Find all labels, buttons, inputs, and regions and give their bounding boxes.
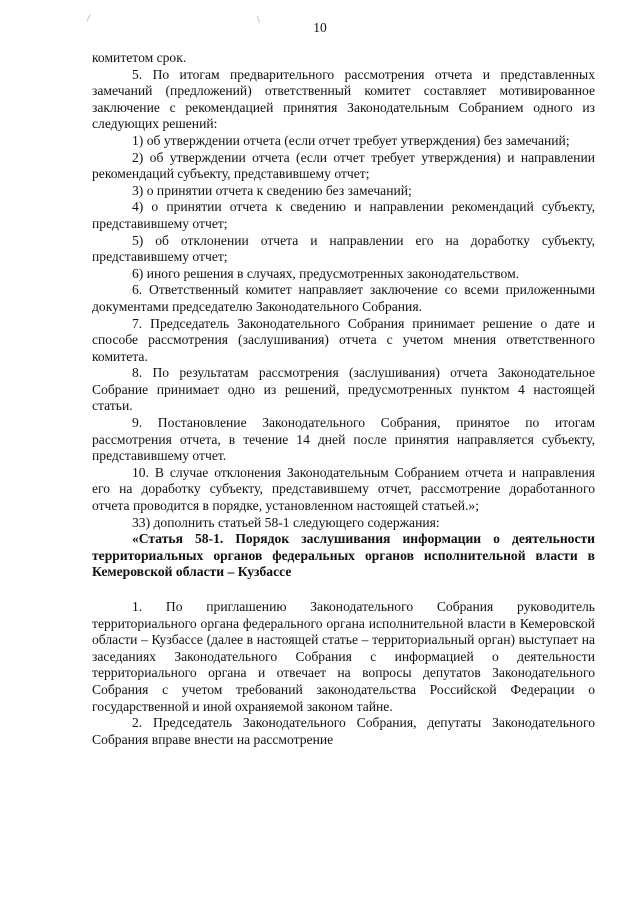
paragraph-subitem-3: 3) о принятии отчета к сведению без замечаний; [132, 182, 412, 198]
paragraph-subitem-2: 2) об утверждении отчета (если отчет требует утверждения) и направлении рекомендаций субъекту, представившему отчет; [92, 149, 595, 182]
paragraph-item-8: 8. По результатам рассмотрения (заслушивания) отчета Законодательное Собрание принимает одно из решений, предусмотренных пунктом 4 настоящей статьи. [92, 365, 595, 414]
paragraph-item-6: 6. Ответственный комитет направляет заключение со всеми приложенными документами председателю Законодательного Собрания. [92, 282, 595, 314]
page-number: 10 [313, 20, 327, 35]
document-body [92, 50, 595, 748]
paragraph-item-7: 7. Председатель Законодательного Собрания принимает решение о дате и способе рассмотрения (заслушивания) отчета с учетом мнения ответственного комитета. [92, 315, 595, 364]
paragraph-subitem-1: 1) об утверждении отчета (если отчет требует утверждения) без замечаний; [132, 132, 570, 148]
paragraph-subitem-4: 4) о принятии отчета к сведению и направлении рекомендаций субъекту, представившему отчет; [92, 199, 595, 231]
paragraph-subitem-6: 6) иного решения в случаях, предусмотренных законодательством. [132, 265, 520, 281]
paragraph-item-5: 5. По итогам предварительного рассмотрения отчета и представленных замечаний (предложений) ответственный комитет составляет мотивированное заключение с рекомендацией принятия Законодательным Собранием одного из следующих решений: [92, 66, 595, 132]
article-item-2: 2. Председатель Законодательного Собрания, депутаты Законодательного Собрания вправе внести на рассмотрение [92, 715, 595, 747]
paragraph-amendment-33: 33) дополнить статьей 58-1 следующего содержания: [132, 514, 440, 530]
paragraph-subitem-5: 5) об отклонении отчета и направлении его на доработку субъекту, представившему отчет; [92, 232, 595, 265]
paragraph-item-10: 10. В случае отклонения Законодательным Собранием отчета и направления его на доработку субъекту, представившему отчет, рассмотрение доработанного отчета проводится в порядке, установленном настоящей статьей.»; [92, 464, 595, 514]
article-heading: «Статья 58-1. Порядок заслушивания информации о деятельности территориальных органов федеральных органов исполнительной власти в Кемеровской области – Кузбассе [92, 531, 595, 580]
paragraph-continuation: комитетом срок. [92, 50, 187, 65]
article-item-1: 1. По приглашению Законодательного Собрания руководитель территориального органа федерального органа исполнительной власти в Кемеровской области – Кузбассе (далее в настоящей статье – территориальный орган) выступает на заседаниях Законодательного Собрания с информацией о деятельности территориального органа и отвечает на вопросы депутатов Законодательного Собрания с учетом требований законодательства Российской Федерации о государственной и иной охраняемой законом тайне. [92, 599, 595, 714]
spacer [92, 581, 595, 599]
paragraph-item-9: 9. Постановление Законодательного Собрания, принятое по итогам рассмотрения отчета, в течение 14 дней после принятия направляется субъекту, представившему отчет. [92, 415, 595, 464]
